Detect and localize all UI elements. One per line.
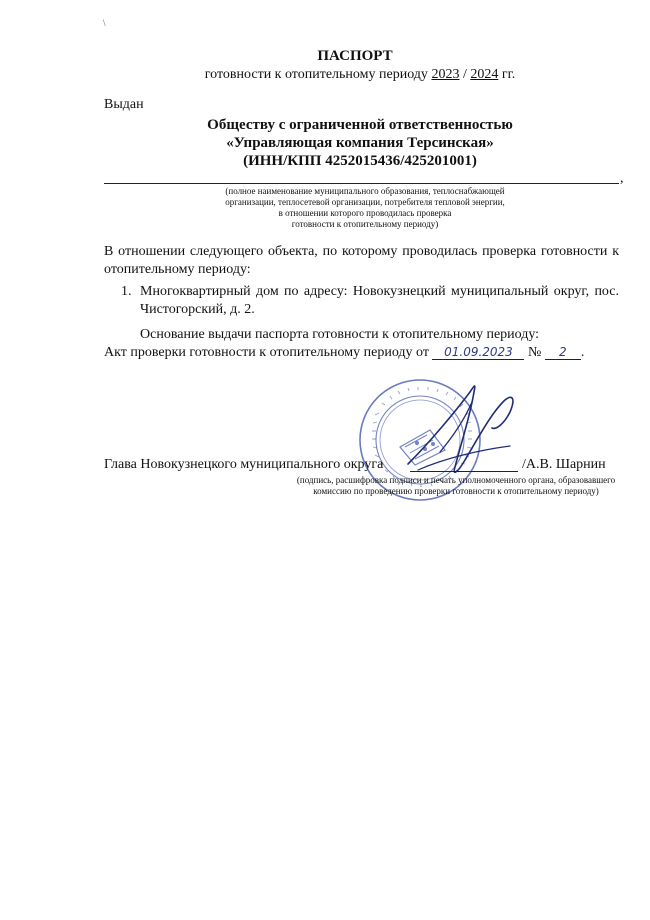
act-number-field: 2 xyxy=(545,345,581,360)
basis-heading: Основание выдачи паспорта готовности к отопительному периоду: xyxy=(140,327,540,342)
list-item-text: Многоквартирный дом по адресу: Новокузнецкий муниципальный округ, пос. Чистогорский, д. 2. xyxy=(140,284,619,317)
list-item-number: 1. xyxy=(121,284,132,299)
sign-caption-line-2: комиссию по проведению проверки готовности к отопительному периоду) xyxy=(313,486,599,496)
subtitle-prefix: готовности к отопительному периоду xyxy=(204,67,432,82)
org-caption-line-3: в отношении которого проводилась проверка xyxy=(278,208,452,218)
basis-act-prefix: Акт проверки готовности к отопительному периоду от xyxy=(104,345,433,360)
org-line-1: Обществу с ограниченной ответственностью xyxy=(207,117,513,133)
org-caption-line-1: (полное наименование муниципального образования, теплоснабжающей xyxy=(225,186,505,196)
basis-act-line xyxy=(104,345,634,361)
head-name: /А.В. Шарнин xyxy=(522,457,606,472)
year-from: 2023 xyxy=(431,67,460,82)
year-to: 2024 xyxy=(470,67,499,82)
act-end: . xyxy=(580,345,585,360)
issued-label: Выдан xyxy=(104,97,144,112)
organization-underline xyxy=(104,183,619,184)
signature-caption xyxy=(280,475,632,497)
year-separator: / xyxy=(459,67,471,82)
subtitle-suffix: гг. xyxy=(498,67,516,82)
act-date-field: 01.09.2023 xyxy=(432,345,524,360)
organization-name xyxy=(170,116,550,170)
document-title: ПАСПОРТ xyxy=(317,48,393,64)
object-paragraph: В отношении следующего объекта, по которому проводилась проверка готовности к отопительному периоду: xyxy=(104,244,619,277)
head-title: Глава Новокузнецкого муниципального округа xyxy=(104,457,384,472)
org-line-2: «Управляющая компания Терсинская» xyxy=(226,135,494,151)
handwritten-signature xyxy=(400,372,530,492)
signature-line xyxy=(410,471,518,472)
scan-mark: \ xyxy=(103,18,106,28)
organization-caption xyxy=(215,186,515,230)
org-line-3: (ИНН/КПП 4252015436/425201001) xyxy=(243,153,477,169)
organization-comma: , xyxy=(620,171,624,186)
org-caption-line-4: готовности к отопительному периоду) xyxy=(291,219,439,229)
sign-caption-line-1: (подпись, расшифровка подписи и печать уполномоченного органа, образовавшего xyxy=(296,475,616,485)
document-subtitle xyxy=(0,67,650,83)
object-list xyxy=(104,283,619,319)
org-caption-line-2: организации, теплосетевой организации, потребителя тепловой энергии, xyxy=(225,197,505,207)
act-number-label: № xyxy=(524,345,545,360)
